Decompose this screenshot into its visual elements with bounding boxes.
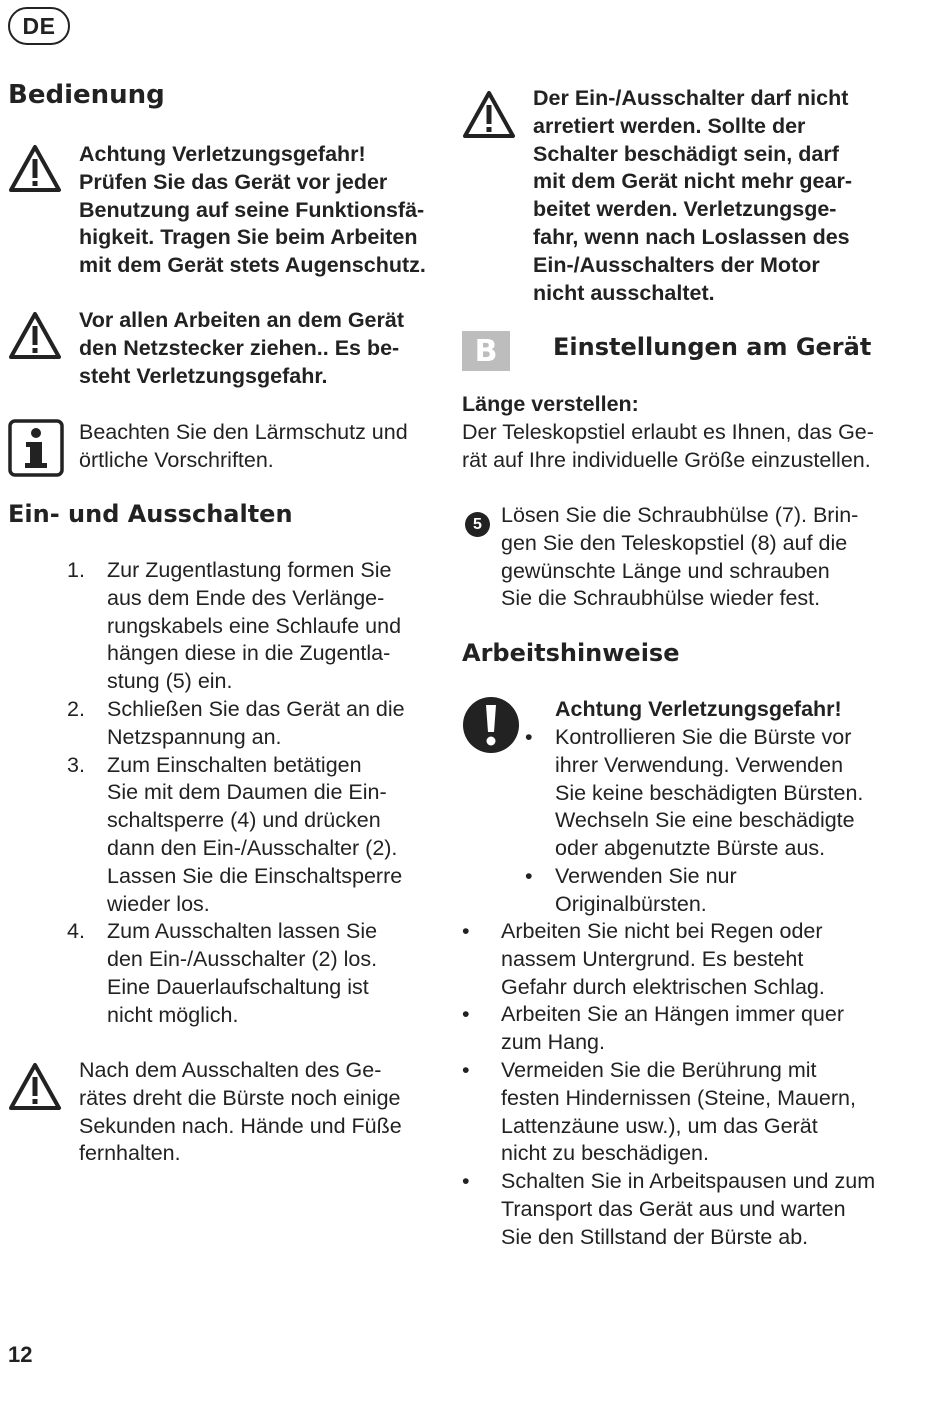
- list-item: • Arbeiten Sie nicht bei Regen oder nassem Untergrund. Es besteht Gefahr durch elektrischen Schlag.: [462, 919, 825, 999]
- heading-operation: Bedienung: [8, 80, 165, 110]
- step-number-badge: 5: [465, 512, 490, 537]
- list-item: 2. Schließen Sie das Gerät an die Netzspannung an.: [67, 696, 405, 749]
- list-item: 3. Zum Einschalten betätigen Sie mit dem Daumen die Ein- schaltsperre (4) und drücken dann den Ein-/Ausschalter (2). Lassen Sie die Einschaltsperre wieder los.: [67, 752, 403, 916]
- step-telescope-text: Lösen Sie die Schraubhülse (7). Brin- gen Sie den Teleskopstiel (8) auf die gewünschte Länge und schrauben Sie die Schraubhülse wieder fest.: [501, 503, 859, 611]
- warning-injury-check: Achtung Verletzungsgefahr! Prüfen Sie das Gerät vor jeder Benutzung auf seine Funktionsfä- higkeit. Tragen Sie beim Arbeiten mit dem Gerät stets Augenschutz.: [79, 142, 426, 278]
- list-item: • Verwenden Sie nur Originalbürsten.: [525, 863, 737, 916]
- section-b-marker: B: [462, 331, 510, 371]
- switch-steps-list: [67, 557, 437, 1030]
- warning-brush-runs-on: Nach dem Ausschalten des Ge- rätes dreht die Bürste noch einige Sekunden nach. Hände und Füße fernhalten.: [79, 1058, 402, 1166]
- warning-switch-lock: Der Ein-/Ausschalter darf nicht arretiert werden. Sollte der Schalter beschädigt sein, darf mit dem Gerät nicht mehr gear- beitet werden. Verletzungsge- fahr, wenn nach Loslassen des Ein-/Ausschalters der Motor nicht ausschaltet.: [533, 86, 852, 305]
- list-item: • Vermeiden Sie die Berührung mit festen Hindernissen (Steine, Mauern, Lattenzäune usw.), um das Gerät nicht zu beschädigen.: [462, 1057, 856, 1166]
- list-item: 4. Zum Ausschalten lassen Sie den Ein-/Ausschalter (2) los. Eine Dauerlaufschaltung ist nicht möglich.: [67, 919, 378, 1027]
- list-item: 1. Zur Zugentlastung formen Sie aus dem Ende des Verlänge- rungskabels eine Schlaufe und hängen diese in die Zugentla- stung (5) ein.: [67, 558, 402, 694]
- heading-switch-on-off: Ein- und Ausschalten: [8, 500, 293, 528]
- heading-device-settings: Einstellungen am Gerät: [553, 333, 872, 361]
- page-number: 12: [8, 1342, 33, 1367]
- inner-bullet-list: [525, 724, 905, 919]
- length-adjust-text: Der Teleskopstiel erlaubt es Ihnen, das Ge- rät auf Ihre individuelle Größe einzustellen.: [462, 420, 874, 472]
- warning-triangle-icon: [462, 90, 516, 140]
- info-noise-protection: Beachten Sie den Lärmschutz und örtliche Vorschriften.: [79, 420, 408, 472]
- exclamation-circle-icon: [462, 696, 520, 754]
- warning-triangle-icon: [8, 1062, 62, 1112]
- list-item: • Schalten Sie in Arbeitspausen und zum Transport das Gerät aus und warten Sie den Stillstand der Bürste ab.: [462, 1169, 876, 1249]
- warning-unplug: Vor allen Arbeiten an dem Gerät den Netzstecker ziehen.. Es be- steht Verletzungsgefahr.: [79, 308, 404, 388]
- work-notes-list: [462, 918, 912, 1252]
- warning-triangle-icon: [8, 144, 62, 194]
- list-item: • Kontrollieren Sie die Bürste vor ihrer Verwendung. Verwenden Sie keine beschädigten Bürsten. Wechseln Sie eine beschädigte oder abgenutzte Bürste aus.: [525, 725, 864, 861]
- language-badge: DE: [8, 7, 70, 45]
- list-item: • Arbeiten Sie an Hängen immer quer zum Hang.: [462, 1002, 844, 1055]
- info-icon: [8, 419, 64, 477]
- length-adjust-title: Länge verstellen:: [462, 392, 639, 416]
- warning-triangle-icon: [8, 311, 62, 361]
- heading-work-notes: Arbeitshinweise: [462, 639, 680, 667]
- attention-title: Achtung Verletzungsgefahr!: [555, 697, 842, 721]
